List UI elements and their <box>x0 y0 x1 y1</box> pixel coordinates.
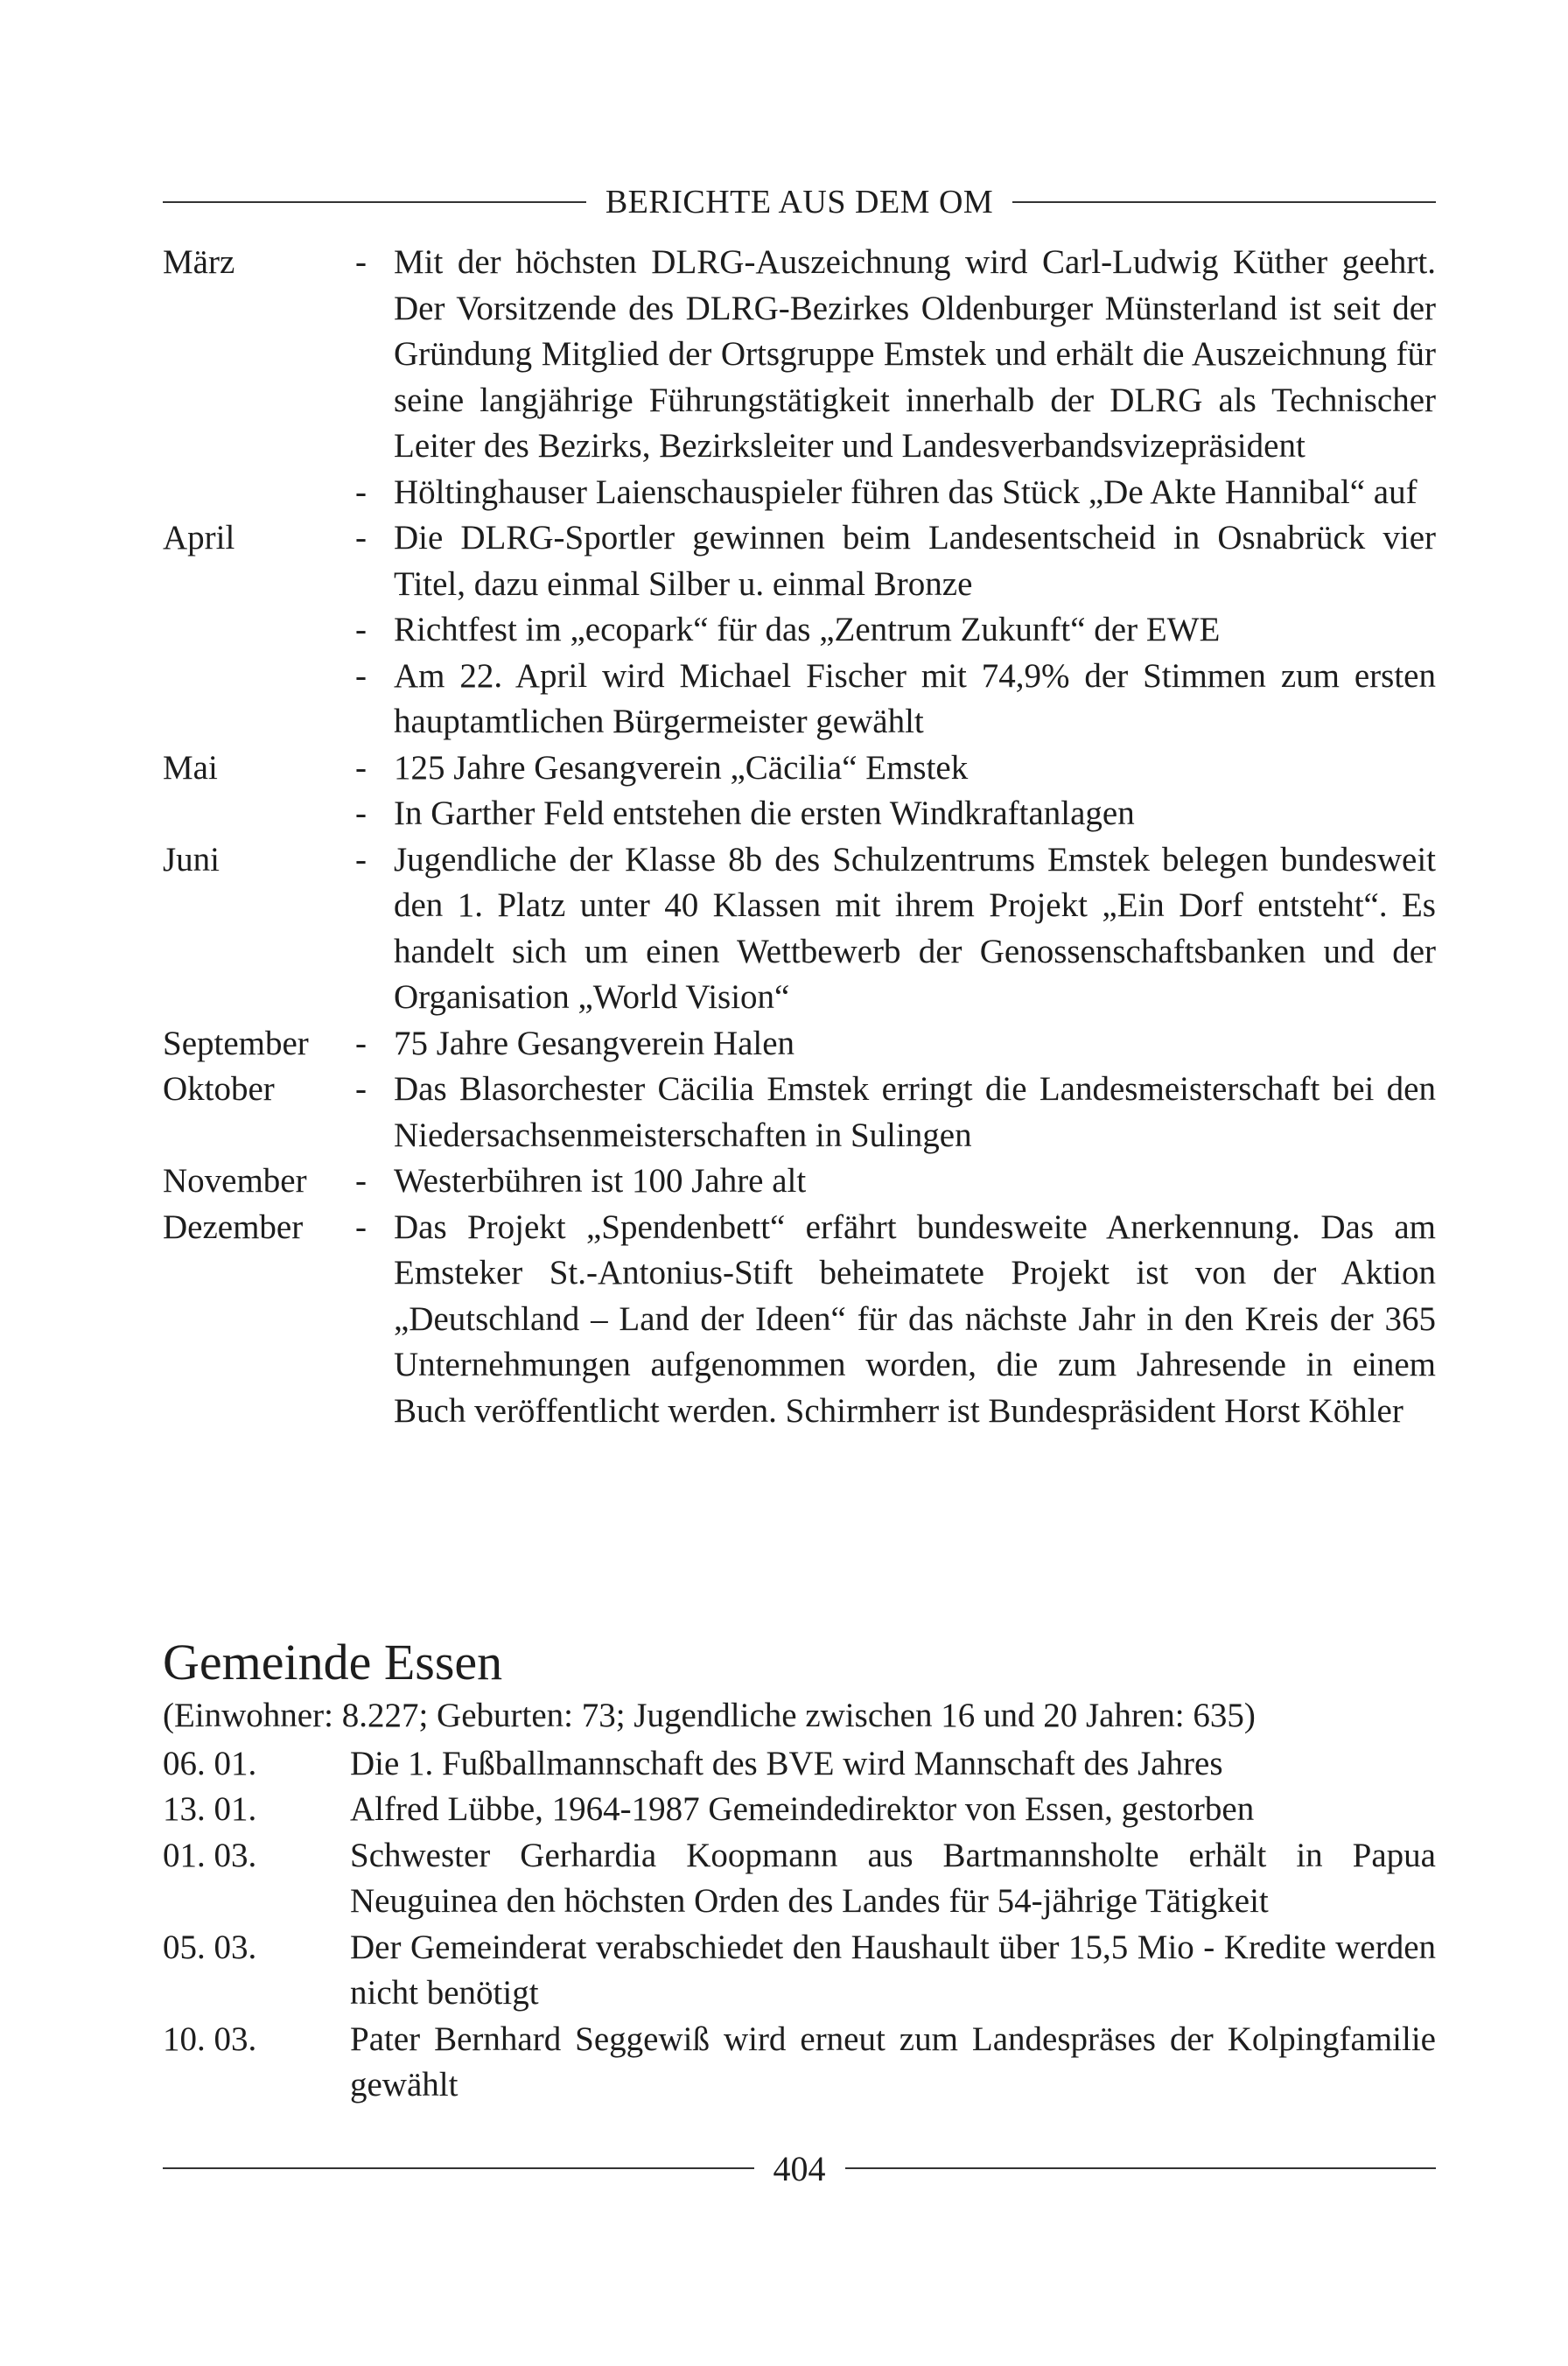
month-label: Mai <box>163 748 218 787</box>
month-entries <box>345 1067 1436 1158</box>
month-row-maerz <box>163 240 1436 515</box>
header-rule-left <box>163 201 586 203</box>
chronicle-entry: - 75 Jahre Gesangverein Halen <box>345 1021 1436 1068</box>
entry-date: 01. 03. <box>163 1836 257 1874</box>
month-label: Juni <box>163 840 220 878</box>
month-row-juni <box>163 837 1436 1021</box>
running-head-title: BERICHTE AUS DEM OM <box>605 184 994 220</box>
entry-date: 13. 01. <box>163 1790 257 1828</box>
month-row-september <box>163 1021 1436 1068</box>
entry-date: 05. 03. <box>163 1928 257 1966</box>
entry-text: Pater Bernhard Seggewiß wird erneut zum Landespräses der Kolpingfamilie gewählt <box>350 2020 1436 2104</box>
page-number: 404 <box>773 2148 826 2188</box>
chronicle-entry: - Das Projekt „Spendenbett“ erfährt bundesweite Anerkennung. Das am Emsteker St.-Antonius-Stift beheimatete Projekt ist von der Aktion „Deutschland – Land der Ideen“ für das nächste Jahr in den Kreis der 365 Unternehmungen aufgenommen worden, die zum Jahresende in einem Buch veröffentlicht werden. Schirmherr ist Bundespräsident Horst Köhler <box>345 1205 1436 1435</box>
footer-rule-left <box>163 2167 754 2169</box>
entry-text: Alfred Lübbe, 1964-1987 Gemeindedirektor von Essen, gestorben <box>350 1790 1255 1828</box>
chronicle-entry: - Am 22. April wird Michael Fischer mit 74,9% der Stimmen zum ersten hauptamtlichen Bürgermeister gewählt <box>345 654 1436 746</box>
chronicle-entry: - Die DLRG-Sportler gewinnen beim Landesentscheid in Osnabrück vier Titel, dazu einmal Silber u. einmal Bronze <box>345 515 1436 607</box>
month-label: April <box>163 519 235 556</box>
footer-rule-right <box>845 2167 1437 2169</box>
month-row-oktober <box>163 1067 1436 1158</box>
month-row-april <box>163 515 1436 746</box>
month-label: Dezember <box>163 1208 304 1246</box>
chronicle-entry: - Höltinghauser Laienschauspieler führen das Stück „De Akte Hannibal“ auf <box>345 470 1436 516</box>
month-row-mai <box>163 746 1436 837</box>
date-entry <box>163 1787 1436 1833</box>
month-entries <box>345 1021 1436 1068</box>
date-entry <box>163 2017 1436 2109</box>
entry-date: 10. 03. <box>163 2020 257 2058</box>
month-row-dezember <box>163 1205 1436 1435</box>
month-row-november <box>163 1158 1436 1205</box>
page-footer <box>163 2144 1436 2193</box>
month-label: November <box>163 1162 307 1200</box>
entry-text: Die 1. Fußballmannschaft des BVE wird Mannschaft des Jahres <box>350 1744 1223 1782</box>
month-entries <box>345 837 1436 1021</box>
month-label: März <box>163 243 235 281</box>
entry-text: Schwester Gerhardia Koopmann aus Bartmannsholte erhält in Papua Neuguinea den höchsten Orden des Landes für 54-jährige Tätigkeit <box>350 1836 1436 1920</box>
chronicle-entry: - Mit der höchsten DLRG-Auszeichnung wird Carl-Ludwig Küther geehrt. Der Vorsitzende des DLRG-Bezirkes Oldenburger Münsterland ist seit der Gründung Mitglied der Ortsgruppe Emstek und erhält die Auszeichnung für seine langjährige Führungstätigkeit innerhalb der DLRG als Technischer Leiter des Bezirks, Bezirksleiter und Landesverbandsvizepräsident <box>345 240 1436 470</box>
header-rule-right <box>1012 201 1436 203</box>
section-title: Gemeinde Essen <box>163 1634 503 1690</box>
chronicle-entry: - Richtfest im „ecopark“ für das „Zentrum Zukunft“ der EWE <box>345 607 1436 654</box>
section-stats: (Einwohner: 8.227; Geburten: 73; Jugendliche zwischen 16 und 20 Jahren: 635) <box>163 1697 1256 1734</box>
month-entries <box>345 746 1436 837</box>
month-entries <box>345 515 1436 746</box>
emstek-chronicle <box>163 240 1436 1434</box>
chronicle-entry: - Jugendliche der Klasse 8b des Schulzentrums Emstek belegen bundesweit den 1. Platz unter 40 Klassen mit ihrem Projekt „Ein Dorf entsteht“. Es handelt sich um einen Wettbewerb der Genossenschaftsbanken und der Organisation „World Vision“ <box>345 837 1436 1021</box>
running-head <box>163 178 1436 227</box>
chronicle-entry: - 125 Jahre Gesangverein „Cäcilia“ Emstek <box>345 746 1436 792</box>
chronicle-entry: - In Garther Feld entstehen die ersten Windkraftanlagen <box>345 791 1436 837</box>
entry-text: Der Gemeinderat verabschiedet den Haushault über 15,5 Mio - Kredite werden nicht benötigt <box>350 1928 1436 2012</box>
month-label: Oktober <box>163 1070 275 1108</box>
entry-date: 06. 01. <box>163 1744 257 1782</box>
chronicle-entry: - Westerbühren ist 100 Jahre alt <box>345 1158 1436 1205</box>
month-label: September <box>163 1024 309 1062</box>
month-entries <box>345 1205 1436 1435</box>
month-entries <box>345 240 1436 515</box>
date-entry <box>163 1833 1436 1925</box>
chronicle-entry: - Das Blasorchester Cäcilia Emstek erringt die Landesmeisterschaft bei den Niedersachsenmeisterschaften in Sulingen <box>345 1067 1436 1158</box>
month-entries <box>345 1158 1436 1205</box>
section-gemeinde-essen <box>163 1632 1436 2109</box>
date-entry <box>163 1741 1436 1788</box>
date-entry <box>163 1925 1436 2017</box>
